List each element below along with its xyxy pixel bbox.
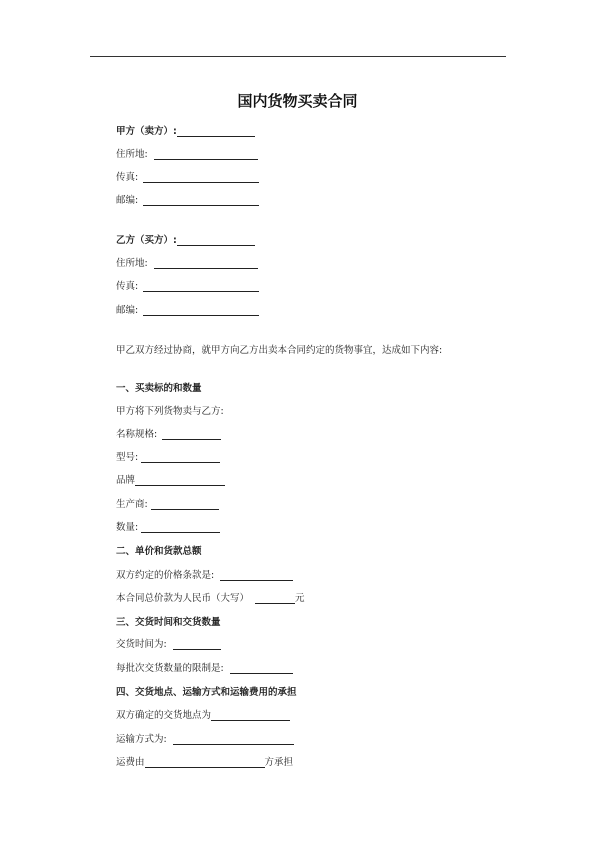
party-a-postcode-label: 邮编: bbox=[116, 195, 139, 206]
brand-blank[interactable] bbox=[135, 475, 225, 486]
quantity-blank[interactable] bbox=[141, 522, 220, 533]
quantity-row bbox=[116, 519, 220, 533]
transport-blank[interactable] bbox=[173, 734, 294, 745]
price-terms-blank[interactable] bbox=[220, 570, 293, 581]
party-a-postcode-row bbox=[116, 192, 259, 206]
delivery-limit-label: 每批次交货数量的限制是: bbox=[116, 663, 224, 674]
party-a-fax-row bbox=[116, 169, 259, 183]
delivery-time-label: 交货时间为: bbox=[116, 639, 167, 650]
party-a-name-blank[interactable] bbox=[177, 126, 255, 137]
party-b-address-row bbox=[116, 255, 258, 269]
party-b-fax-row bbox=[116, 278, 259, 292]
section3-heading: 三、交货时间和交货数量 bbox=[116, 617, 221, 628]
delivery-place-blank[interactable] bbox=[211, 710, 290, 721]
model-blank[interactable] bbox=[141, 452, 220, 463]
party-b-postcode-row bbox=[116, 302, 259, 316]
top-rule bbox=[90, 56, 506, 57]
delivery-limit-blank[interactable] bbox=[230, 663, 293, 674]
party-a-fax-label: 传真: bbox=[116, 172, 139, 183]
delivery-time-row bbox=[116, 636, 221, 650]
transport-label: 运输方式为: bbox=[116, 734, 167, 745]
party-b-postcode-blank[interactable] bbox=[143, 305, 259, 316]
total-price-suffix: 元 bbox=[295, 593, 305, 604]
spec-blank[interactable] bbox=[162, 429, 221, 440]
delivery-time-blank[interactable] bbox=[173, 639, 221, 650]
party-b-name-blank[interactable] bbox=[177, 235, 255, 246]
party-a-address-blank[interactable] bbox=[154, 149, 258, 160]
section1-heading: 一、买卖标的和数量 bbox=[116, 383, 202, 394]
party-b-address-blank[interactable] bbox=[154, 258, 258, 269]
quantity-label: 数量: bbox=[116, 522, 139, 533]
party-a-postcode-blank[interactable] bbox=[143, 195, 259, 206]
party-a-fax-blank[interactable] bbox=[143, 172, 259, 183]
model-row bbox=[116, 449, 220, 463]
section4-heading: 四、交货地点、运输方式和运输费用的承担 bbox=[116, 687, 297, 698]
maker-row bbox=[116, 496, 219, 510]
model-label: 型号: bbox=[116, 452, 139, 463]
transport-row bbox=[116, 731, 294, 745]
intro-paragraph: 甲乙双方经过协商，就甲方向乙方出卖本合同约定的货物事宜，达成如下内容: bbox=[116, 345, 443, 356]
spec-row bbox=[116, 426, 221, 440]
freight-suffix: 方承担 bbox=[264, 757, 294, 768]
party-b-address-label: 住所地: bbox=[116, 258, 148, 269]
brand-label: 品牌 bbox=[116, 475, 136, 486]
brand-row bbox=[116, 472, 225, 486]
section1-lead: 甲方将下列货物卖与乙方: bbox=[116, 406, 224, 417]
party-a-address-label: 住所地: bbox=[116, 149, 148, 160]
freight-row bbox=[116, 754, 293, 768]
document-title: 国内货物买卖合同 bbox=[237, 92, 358, 110]
spec-label: 名称规格: bbox=[116, 429, 158, 440]
party-b-fax-blank[interactable] bbox=[143, 281, 259, 292]
maker-label: 生产商: bbox=[116, 499, 148, 510]
section2-heading: 二、单价和货款总额 bbox=[116, 546, 202, 557]
price-terms-row bbox=[116, 567, 293, 581]
party-a-heading: 甲方（卖方）: bbox=[116, 126, 177, 137]
party-b-heading: 乙方（买方）: bbox=[116, 235, 177, 246]
party-b-heading-row bbox=[116, 232, 255, 246]
party-b-postcode-label: 邮编: bbox=[116, 305, 139, 316]
freight-blank[interactable] bbox=[145, 757, 265, 768]
maker-blank[interactable] bbox=[151, 499, 219, 510]
total-price-row bbox=[116, 590, 305, 604]
delivery-limit-row bbox=[116, 660, 293, 674]
total-price-blank[interactable] bbox=[255, 593, 295, 604]
total-price-prefix: 本合同总价款为人民币（大写） bbox=[116, 593, 250, 604]
party-a-heading-row bbox=[116, 123, 255, 137]
freight-prefix: 运费由 bbox=[116, 757, 145, 768]
party-b-fax-label: 传真: bbox=[116, 281, 139, 292]
party-a-address-row bbox=[116, 146, 258, 160]
price-terms-label: 双方约定的价格条款是: bbox=[116, 570, 215, 581]
delivery-place-row bbox=[116, 707, 290, 721]
delivery-place-label: 双方确定的交货地点为 bbox=[116, 710, 212, 721]
